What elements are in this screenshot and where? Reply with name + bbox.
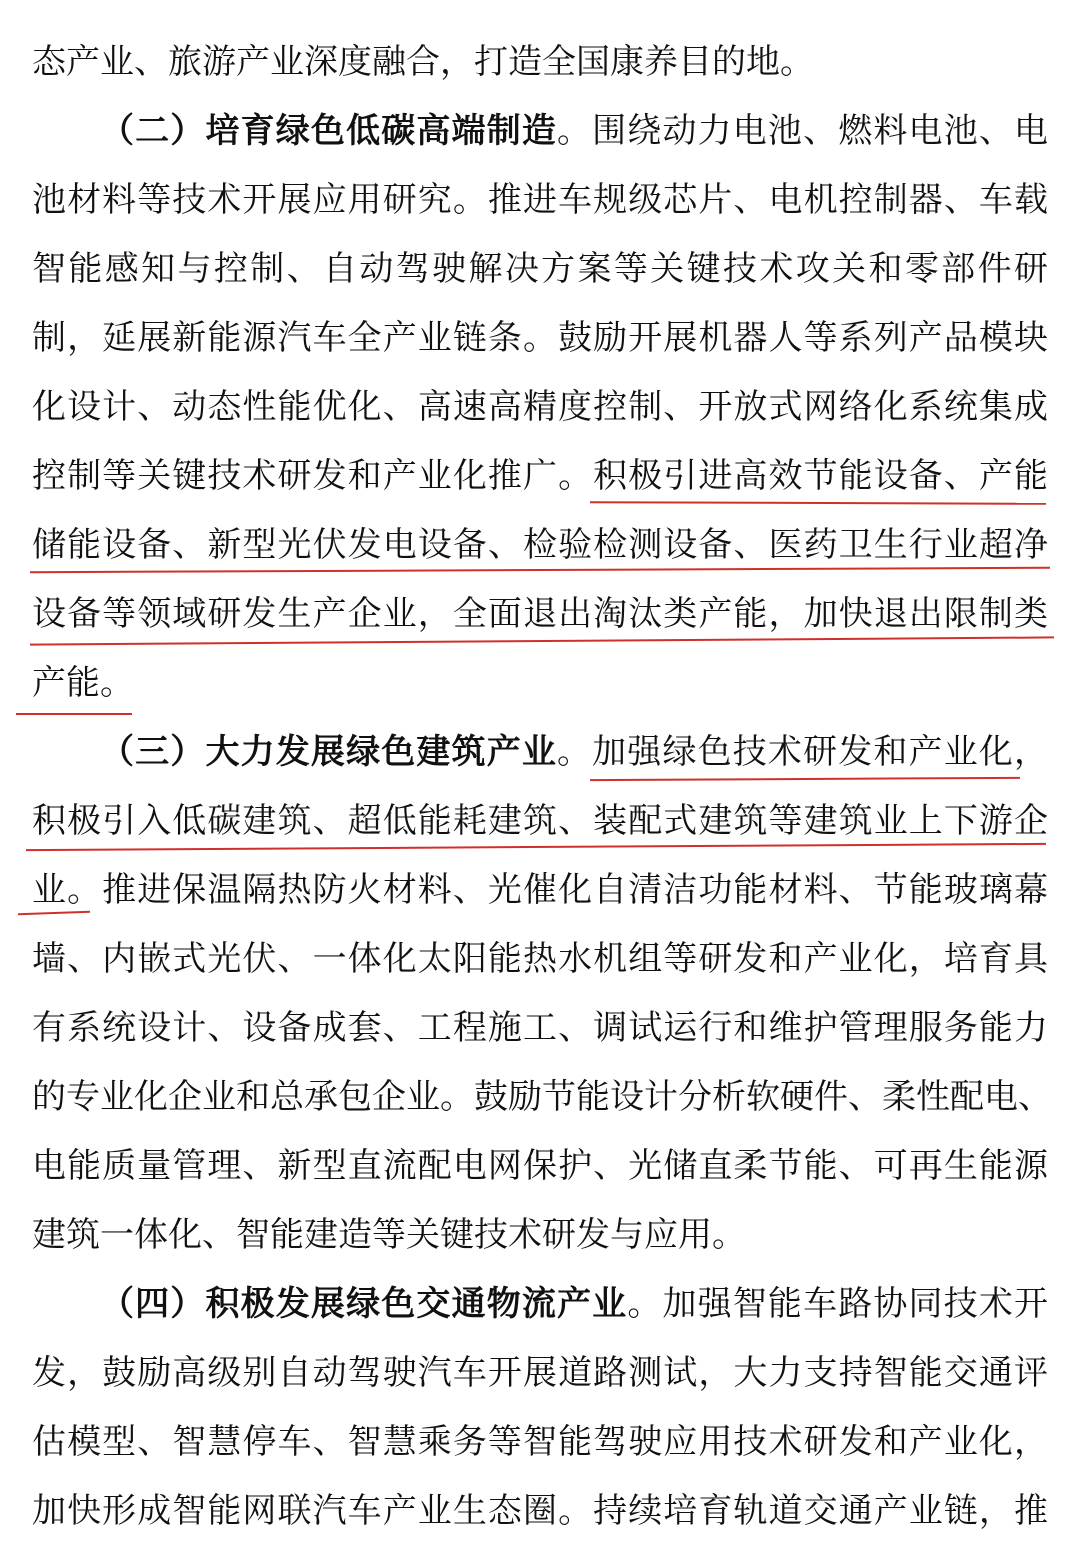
section-heading: （二）培育绿色低碳高端制造 [100, 111, 557, 151]
line-text: 。围绕动力电池、燃料电池、电 [557, 111, 1048, 151]
section-heading: （四）积极发展绿色交通物流产业 [100, 1284, 628, 1324]
line-text: 有系统设计、设备成套、工程施工、调试运行和维护管理服务能力 [32, 1008, 1048, 1048]
text-line [32, 1412, 1048, 1472]
text-line [32, 653, 1048, 713]
text-line [32, 722, 1048, 782]
line-text: 。加强智能车路协同技术开 [627, 1284, 1049, 1324]
line-text: 设备等领域研发生产企业，全面退出淘汰类产能，加快退出限制类 [32, 594, 1048, 634]
line-text: 控制等关键技术研发和产业化推广。积极引进高效节能设备、产能 [32, 456, 1048, 496]
line-text: 估模型、智慧停车、智慧乘务等智能驾驶应用技术研发和产业化， [32, 1422, 1048, 1462]
line-text: 发，鼓励高级别自动驾驶汽车开展道路测试，大力支持智能交通评 [32, 1353, 1048, 1393]
text-line [32, 1067, 1052, 1127]
line-text: 建筑一体化、智能建造等关键技术研发与应用。 [32, 1215, 746, 1255]
line-text: 池材料等技术开展应用研究。推进车规级芯片、电机控制器、车载 [32, 180, 1048, 220]
text-line [32, 1205, 1048, 1265]
text-line [32, 998, 1048, 1058]
section-heading: （三）大力发展绿色建筑产业 [100, 732, 557, 772]
line-text: 制，延展新能源汽车全产业链条。鼓励开展机器人等系列产品模块 [32, 318, 1048, 358]
text-line [32, 515, 1048, 575]
text-line [32, 101, 1048, 161]
line-text: 智能感知与控制、自动驾驶解决方案等关键技术攻关和零部件研 [32, 249, 1048, 289]
text-line [32, 1343, 1048, 1403]
text-line [32, 860, 1048, 920]
text-line [32, 308, 1048, 368]
text-line [32, 1136, 1048, 1196]
text-line [32, 170, 1048, 230]
line-text: 加快形成智能网联汽车产业生态圈。持续培育轨道交通产业链，推 [32, 1491, 1048, 1531]
text-line [32, 446, 1048, 506]
line-text: 化设计、动态性能优化、高速高精度控制、开放式网络化系统集成 [32, 387, 1048, 427]
line-text: 业。推进保温隔热防火材料、光催化自清洁功能材料、节能玻璃幕 [32, 870, 1048, 910]
line-text: 态产业、旅游产业深度融合，打造全国康养目的地。 [32, 42, 814, 82]
text-line [32, 32, 1048, 92]
text-line [32, 1481, 1048, 1541]
line-text: 积极引入低碳建筑、超低能耗建筑、装配式建筑等建筑业上下游企 [32, 801, 1048, 841]
text-line [32, 1274, 1048, 1334]
line-text: 储能设备、新型光伏发电设备、检验检测设备、医药卫生行业超净 [32, 525, 1048, 565]
line-text: 产能。 [32, 663, 134, 703]
text-line [32, 584, 1048, 644]
text-line [32, 239, 1048, 299]
red-underline [16, 713, 132, 715]
line-text: 电能质量管理、新型直流配电网保护、光储直柔节能、可再生能源 [32, 1146, 1048, 1186]
line-text: 的专业化企业和总承包企业。鼓励节能设计分析软硬件、柔性配电、 [32, 1077, 1052, 1117]
text-line [32, 791, 1048, 851]
text-line [32, 929, 1048, 989]
line-text: 墙、内嵌式光伏、一体化太阳能热水机组等研发和产业化，培育具 [32, 939, 1048, 979]
text-line [32, 377, 1048, 437]
line-text: 。加强绿色技术研发和产业化， [557, 732, 1048, 772]
